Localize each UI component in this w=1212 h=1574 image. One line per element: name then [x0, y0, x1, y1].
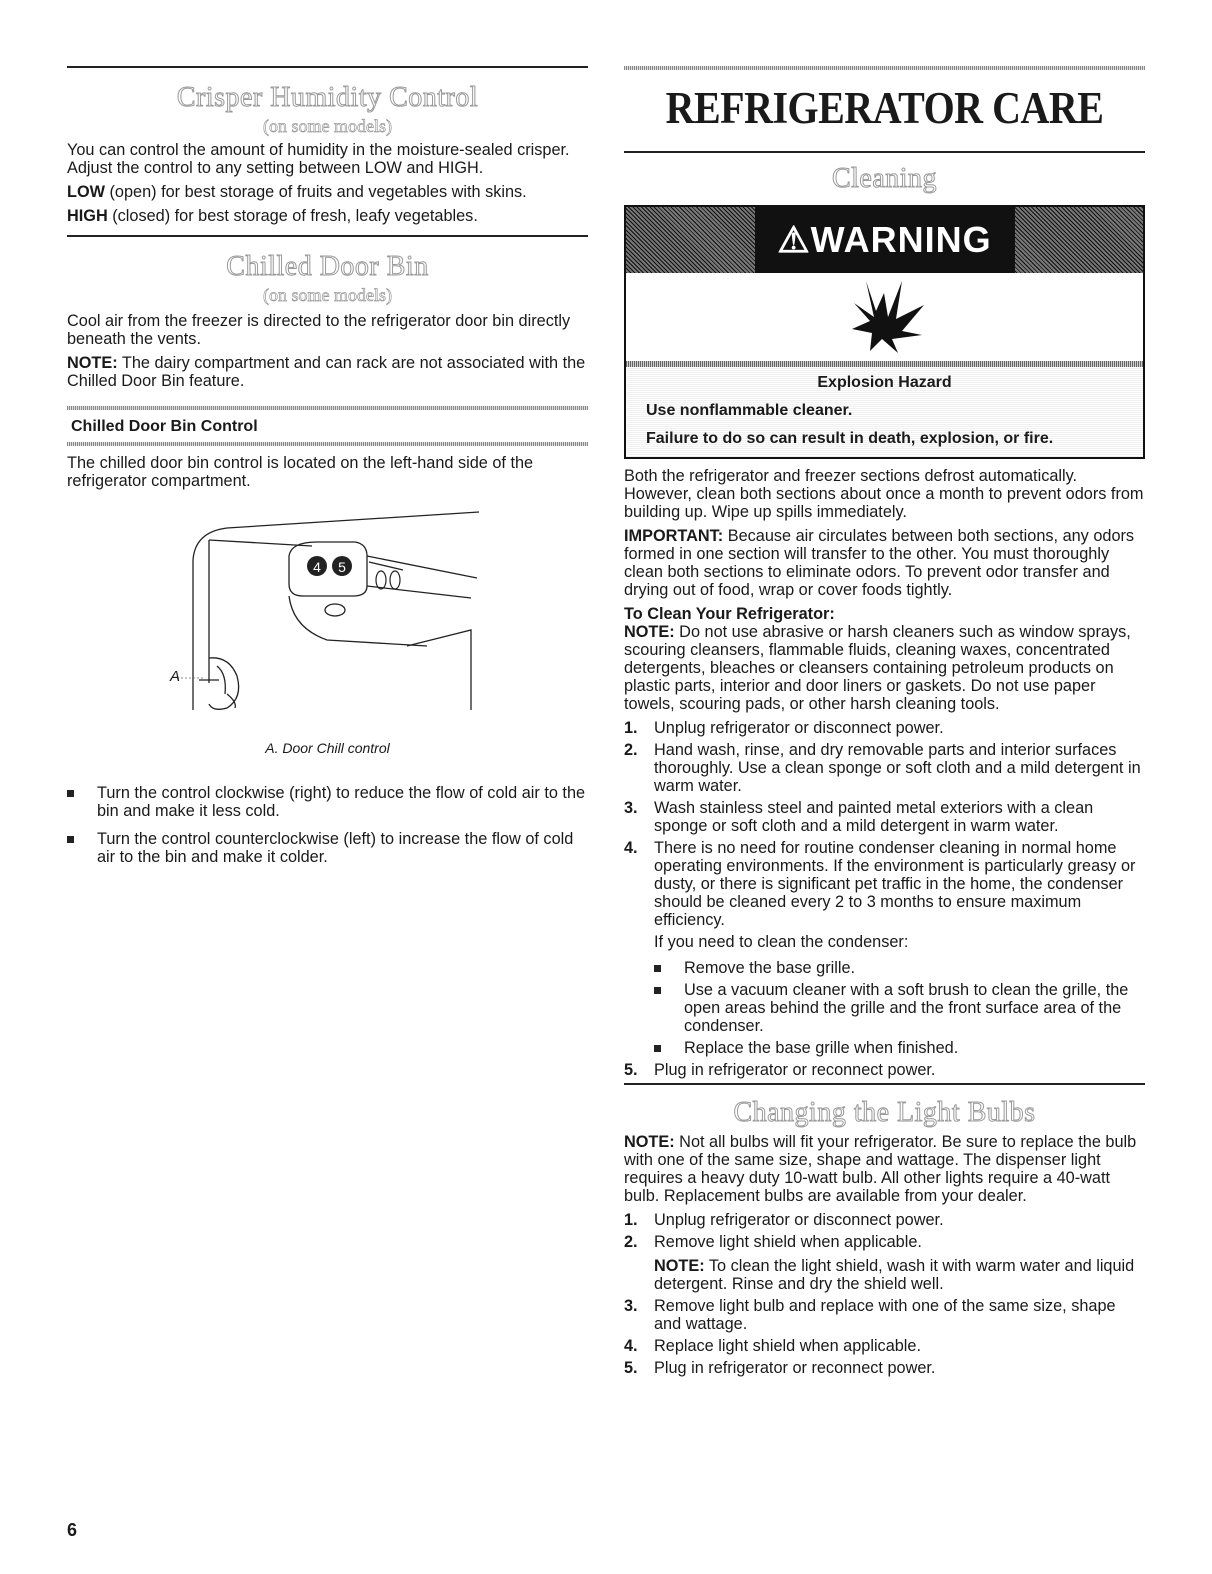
chilled-note-label: NOTE: [67, 354, 118, 372]
crisper-intro: You can control the amount of humidity in the moisture-sealed crisper. Adjust the control to any setting between LOW and HIGH. [67, 141, 570, 177]
chilled-subtitle: (on some models) [263, 285, 392, 305]
bulbs-note [624, 1133, 1145, 1205]
top-rule [67, 66, 588, 68]
step-number: 3. [624, 1297, 638, 1315]
step-text: Replace light shield when applicable. [654, 1337, 922, 1355]
step-text: Hand wash, rinse, and dry removable parts and interior surfaces thoroughly. Use a clean sponge or soft cloth and a mild detergent in warm water. [654, 741, 1141, 795]
list-item [624, 1359, 1145, 1377]
figure-letter: A [170, 668, 181, 685]
step-text: There is no need for routine condenser cleaning in normal home operating environments. If the environment is particularly greasy or dusty, or there is significant pet traffic in the home, the condenser should be cleaned every 2 to 3 months to ensure maximum efficiency. [654, 839, 1136, 929]
condenser-bullets [654, 959, 1145, 1057]
crisper-low [67, 183, 588, 201]
dial-digit-2: 5 [338, 559, 346, 575]
door-chill-figure [67, 498, 588, 736]
step2-note-label: NOTE: [654, 1257, 705, 1275]
list-item: Turn the control clockwise (right) to reduce the flow of cold air to the bin and make it less cold. [67, 784, 588, 820]
chilled-control-text: The chilled door bin control is located on the left-hand side of the refrigerator compartment. [67, 454, 534, 490]
step-number: 5. [624, 1359, 638, 1377]
condenser-intro: If you need to clean the condenser: [654, 933, 909, 951]
crisper-high [67, 207, 588, 225]
warning-text [626, 367, 1143, 457]
step-text: Wash stainless steel and painted metal exteriors with a clean sponge or soft cloth and a mild detergent in warm water. [654, 799, 1094, 835]
crisper-title: Crisper Humidity Control [176, 82, 479, 113]
step-text: Plug in refrigerator or reconnect power. [654, 1061, 936, 1079]
low-label: LOW [67, 183, 105, 201]
cleaning-note-text: Do not use abrasive or harsh cleaners such as window sprays, scouring cleansers, flammable fluids, cleaning waxes, concentrated detergents, bleaches or cleansers containing petroleum products on plastic parts, interior and door liners or gaskets. Do not use paper towels, scouring pads, or other harsh cleaning tools. [624, 623, 1131, 713]
list-item: Use a vacuum cleaner with a soft brush to clean the grille, the open areas behind the grille and the front surface area of the condenser. [654, 981, 1145, 1035]
step-number: 2. [624, 741, 638, 759]
step-number: 5. [624, 1061, 638, 1079]
left-column [67, 0, 588, 876]
bulbs-note-label: NOTE: [624, 1133, 675, 1151]
title-underline [624, 151, 1145, 153]
page-title: REFRIGERATOR CARE [665, 81, 1104, 134]
important-text: Because air circulates between both sections, any odors formed in one section will transfer to the other. You must thoroughly clean both sections to eliminate odors. To prevent odor transfer and drying out of food, wrap or cover foods tightly. [624, 527, 1135, 599]
step-text: Plug in refrigerator or reconnect power. [654, 1359, 936, 1377]
step-number: 1. [624, 719, 638, 737]
bulbs-title: Changing the Light Bulbs [733, 1097, 1036, 1128]
list-item [624, 839, 1145, 1057]
section-rule [67, 235, 588, 237]
step-number: 4. [624, 1337, 638, 1355]
list-item [624, 1233, 1145, 1293]
list-item [624, 799, 1145, 835]
warning-line-2: Failure to do so can result in death, explosion, or fire. [646, 430, 1054, 447]
list-item [624, 719, 1145, 737]
list-item [624, 741, 1145, 795]
bulbs-note-text: Not all bulbs will fit your refrigerator. Be sure to replace the bulb with one of the same size, shape and wattage. The dispenser light requires a heavy duty 10-watt bulb. All other lights require a 40-watt bulb. Replacement bulbs are available from your dealer. [624, 1133, 1137, 1205]
chilled-title: Chilled Door Bin [226, 251, 429, 282]
warning-box [624, 205, 1145, 459]
step-number: 4. [624, 839, 638, 857]
high-text: (closed) for best storage of fresh, leafy vegetables. [107, 207, 478, 225]
list-item: Replace the base grille when finished. [654, 1039, 1145, 1057]
step-text: Unplug refrigerator or disconnect power. [654, 719, 944, 737]
page-number: 6 [67, 1520, 78, 1540]
cleaning-note [624, 623, 1145, 713]
cleaning-para-1: Both the refrigerator and freezer sections defrost automatically. However, clean both sections about once a month to prevent odors from building up. Wipe up spills immediately. [624, 467, 1144, 521]
chilled-note-text: The dairy compartment and can rack are not associated with the Chilled Door Bin feature. [67, 354, 586, 390]
warning-label: ⚠WARNING [755, 207, 1015, 273]
list-item: Turn the control counterclockwise (left) to increase the flow of cold air to the bin and make it colder. [67, 830, 588, 866]
step-text: Remove light bulb and replace with one of the same size, shape and wattage. [654, 1297, 1116, 1333]
crisper-subtitle: (on some models) [263, 116, 392, 136]
list-item [624, 1211, 1145, 1229]
cleaning-important [624, 527, 1145, 599]
cleaning-title: Cleaning [831, 163, 938, 194]
cleaning-steps [624, 719, 1145, 1079]
bulbs-step2-note [654, 1257, 1145, 1293]
warning-header [626, 207, 1143, 273]
list-item: Remove the base grille. [654, 959, 1145, 977]
high-label: HIGH [67, 207, 108, 225]
important-label: IMPORTANT: [624, 527, 724, 545]
chilled-control-heading: Chilled Door Bin Control [71, 418, 258, 435]
subhead-rule-bottom [67, 442, 588, 446]
step-number: 1. [624, 1211, 638, 1229]
step2-note-text: To clean the light shield, wash it with warm water and liquid detergent. Rinse and dry the shield well. [654, 1257, 1135, 1293]
warning-line-1: Use nonflammable cleaner. [646, 402, 853, 419]
list-item [624, 1297, 1145, 1333]
step-number: 3. [624, 799, 638, 817]
right-column [624, 0, 1145, 1381]
hazard-title: Explosion Hazard [817, 374, 952, 391]
step-text: Remove light shield when applicable. [654, 1233, 922, 1251]
step-text: Unplug refrigerator or disconnect power. [654, 1211, 944, 1229]
explosion-icon [626, 273, 1143, 361]
chilled-note [67, 354, 588, 390]
list-item [624, 1061, 1145, 1079]
step-number: 2. [624, 1233, 638, 1251]
clean-subheading: To Clean Your Refrigerator: [624, 605, 835, 623]
chilled-intro: Cool air from the freezer is directed to the refrigerator door bin directly beneath the vents. [67, 312, 571, 348]
explosion-symbol [626, 273, 1143, 361]
figure-caption: A. Door Chill control [265, 740, 390, 756]
low-text: (open) for best storage of fruits and vegetables with skins. [104, 183, 527, 201]
chilled-bullets [67, 784, 588, 866]
dial-digit-1: 4 [313, 559, 321, 575]
door-chill-illustration [67, 498, 588, 736]
bulbs-rule [624, 1083, 1145, 1085]
list-item [624, 1337, 1145, 1355]
cleaning-note-label: NOTE: [624, 623, 675, 641]
bulbs-steps [624, 1211, 1145, 1377]
title-rule [624, 66, 1145, 70]
